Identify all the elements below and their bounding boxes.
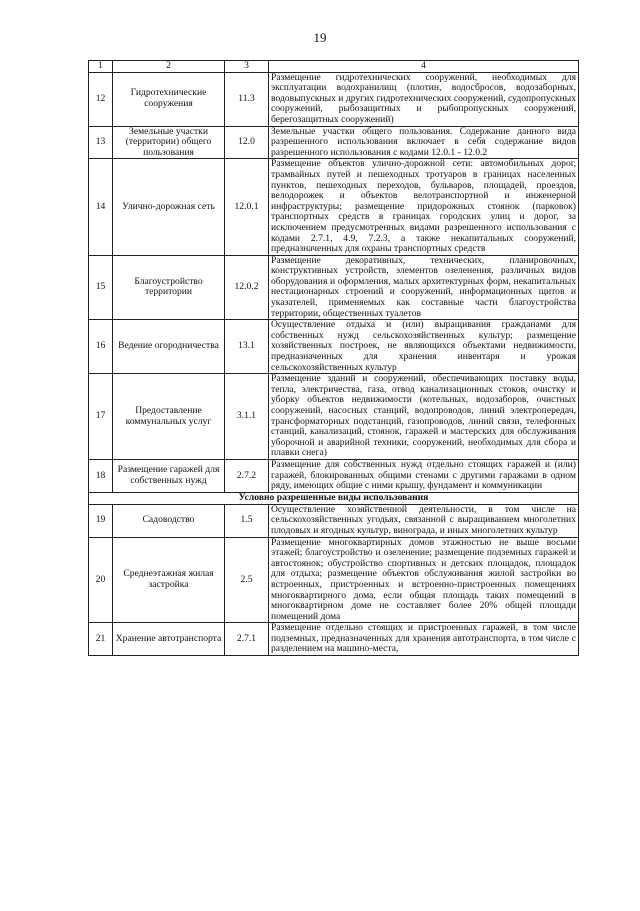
row-code: 12.0.2 xyxy=(225,255,269,320)
row-code: 12.0.1 xyxy=(225,159,269,255)
row-number: 12 xyxy=(89,72,113,126)
table-row xyxy=(89,320,579,374)
row-number: 14 xyxy=(89,159,113,255)
table-row xyxy=(89,623,579,656)
row-description: Размещение зданий и сооружений, обеспечивающих поставку воды, тепла, электричества, газа, отвод канализационных стоков, очистку и уборку объектов недвижимости (котельных, водозаборов, очистных сооружений, насосных станций, водопроводов, линий электропередач, трансформаторных подстанций, газопроводов, линий связи, телефонных станций, канализаций, стоянок, гаражей и мастерских для обслуживания уборочной и аварийной техники, сооружений, необходимых для сбора и плавки снега) xyxy=(269,374,579,460)
header-col-2: 2 xyxy=(113,61,225,73)
row-description: Осуществление отдыха и (или) выращивания гражданами для собственных нужд сельскохозяйственных культур; размещение хозяйственных построек, не являющихся объектами недвижимости, предназначенных для хранения инвентаря и урожая сельскохозяйственных культур xyxy=(269,320,579,374)
row-number: 17 xyxy=(89,374,113,460)
header-col-1: 1 xyxy=(89,61,113,73)
row-description: Размещение гидротехнических сооружений, необходимых для эксплуатации водохранилищ (плотин, водосбросов, водозаборных, водовыпускных и других гидротехнических сооружений, судопропускных сооружений, рыбозащитных и рыбопропускных сооружений, берегозащитных сооружений) xyxy=(269,72,579,126)
row-code: 2.5 xyxy=(225,537,269,623)
row-name: Земельные участки (территории) общего пользования xyxy=(113,126,225,159)
row-number: 20 xyxy=(89,537,113,623)
section-row xyxy=(89,492,579,504)
row-name: Улично-дорожная сеть xyxy=(113,159,225,255)
table-row xyxy=(89,159,579,255)
row-description: Размещение декоративных, технических, планировочных, конструктивных устройств, элементов озеленения, различных видов оборудования и оформления, малых архитектурных форм, некапитальных нестационарных строений и сооружений, информационных щитов и указателей, применяемых как составные части благоустройства территории, общественных туалетов xyxy=(269,255,579,320)
row-name: Предоставление коммунальных услуг xyxy=(113,374,225,460)
table-row xyxy=(89,504,579,537)
row-name: Благоустройство территории xyxy=(113,255,225,320)
row-description: Размещение объектов улично-дорожной сети: автомобильных дорог, трамвайных путей и пешеходных тротуаров в границах населенных пунктов, пешеходных переходов, бульваров, площадей, проездов, велодорожек и объектов велотранспортной и инженерной инфраструктуры; размещение придорожных стоянок (парковок) транспортных средств в границах городских улиц и дорог, за исключением предусмотренных видами разрешенного использования с кодами 2.7.1, 4.9, 7.2.3, а также некапитальных сооружений, предназначенных для охраны транспортных средств xyxy=(269,159,579,255)
table-row xyxy=(89,255,579,320)
row-number: 15 xyxy=(89,255,113,320)
row-code: 11.3 xyxy=(225,72,269,126)
row-description: Размещение для собственных нужд отдельно стоящих гаражей и (или) гаражей, блокированных общими стенами с другими гаражами в одном ряду, имеющих общие с ними крышу, фундамент и коммуникации xyxy=(269,459,579,492)
row-description: Размещение отдельно стоящих и пристроенных гаражей, в том числе подземных, предназначенных для хранения автотранспорта, в том числе с разделением на машино-места, xyxy=(269,623,579,656)
table-row xyxy=(89,72,579,126)
row-number: 21 xyxy=(89,623,113,656)
page-number: 19 xyxy=(313,30,327,45)
row-number: 18 xyxy=(89,459,113,492)
header-col-4: 4 xyxy=(269,61,579,73)
row-description: Земельные участки общего пользования. Содержание данного вида разрешенного использования включает в себя содержание видов разрешенного использования с кодами 12.0.1 - 12.0.2 xyxy=(269,126,579,159)
land-use-table xyxy=(88,60,579,656)
table-header-row xyxy=(89,61,579,73)
row-name: Гидротехнические сооружения xyxy=(113,72,225,126)
row-code: 2.7.1 xyxy=(225,623,269,656)
row-code: 12.0 xyxy=(225,126,269,159)
row-name: Размещение гаражей для собственных нужд xyxy=(113,459,225,492)
row-code: 1.5 xyxy=(225,504,269,537)
header-col-3: 3 xyxy=(225,61,269,73)
table-row xyxy=(89,374,579,460)
row-code: 13.1 xyxy=(225,320,269,374)
row-number: 19 xyxy=(89,504,113,537)
table-row xyxy=(89,537,579,623)
row-name: Среднеэтажная жилая застройка xyxy=(113,537,225,623)
table-row xyxy=(89,459,579,492)
row-name: Садоводство xyxy=(113,504,225,537)
section-title: Условно разрешенные виды использования xyxy=(89,492,579,504)
row-code: 2.7.2 xyxy=(225,459,269,492)
row-number: 16 xyxy=(89,320,113,374)
row-number: 13 xyxy=(89,126,113,159)
row-description: Размещение многоквартирных домов этажностью не выше восьми этажей; благоустройство и озеленение; размещение подземных гаражей и автостоянок; обустройство спортивных и детских площадок, площадок для отдыха; размещение объектов обслуживания жилой застройки во встроенных, пристроенных и встроенно-пристроенных помещениях многоквартирного дома, если общая площадь таких помещений в многоквартирном доме не составляет более 20% общей площади помещений дома xyxy=(269,537,579,623)
row-code: 3.1.1 xyxy=(225,374,269,460)
row-name: Ведение огородничества xyxy=(113,320,225,374)
row-description: Осуществление хозяйственной деятельности, в том числе на сельскохозяйственных угодьях, связанной с выращиванием многолетних плодовых и ягодных культур, винограда, и иных многолетних культур xyxy=(269,504,579,537)
table-row xyxy=(89,126,579,159)
row-name: Хранение автотранспорта xyxy=(113,623,225,656)
